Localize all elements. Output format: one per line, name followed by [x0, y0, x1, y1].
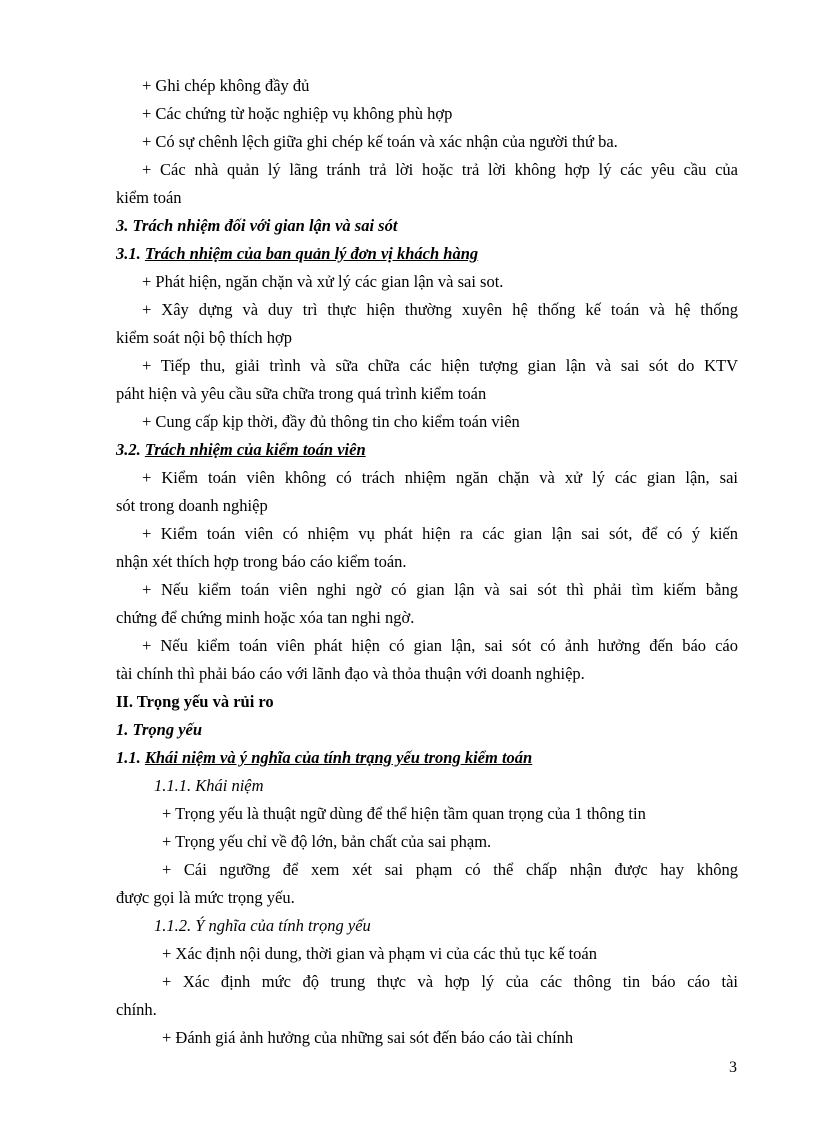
section-heading: 3. Trách nhiệm đối với gian lận và sai sót [116, 216, 398, 235]
chapter-heading: II. Trọng yếu và rủi ro [116, 692, 274, 711]
text-line: + Trọng yếu là thuật ngữ dùng để thể hiện tầm quan trọng của 1 thông tin [162, 804, 646, 823]
minor-heading: 1.1.1. Khái niệm [154, 776, 264, 795]
text-line: + Đánh giá ảnh hưởng của những sai sót đến báo cáo tài chính [162, 1028, 574, 1047]
subsection-heading [116, 744, 738, 772]
text-line: + Cung cấp kịp thời, đầy đủ thông tin cho kiểm toán viên [142, 412, 520, 431]
text-line: chứng để chứng minh hoặc xóa tan nghi ngờ. [116, 608, 415, 627]
text-line: được gọi là mức trọng yếu. [116, 888, 295, 907]
minor-heading: 1.1.2. Ý nghĩa của tính trọng yếu [154, 916, 371, 935]
text-line: + Các nhà quản lý lãng tránh trả lời hoặc trả lời không hợp lý các yêu cầu của [142, 160, 738, 179]
heading-title: Khái niệm và ý nghĩa của tính trạng yếu trong kiểm toán [144, 748, 533, 767]
text-line: nhận xét thích hợp trong báo cáo kiểm toán. [116, 552, 407, 571]
text-line: + Ghi chép không đầy đủ [142, 76, 310, 95]
section-heading: 1. Trọng yếu [116, 720, 203, 739]
text-line: páht hiện và yêu cầu sữa chữa trong quá trình kiểm toán [116, 384, 487, 403]
text-line: + Kiểm toán viên không có trách nhiệm ngăn chặn và xử lý các gian lận, sai [142, 468, 738, 487]
text-line: + Nếu kiểm toán viên phát hiện có gian lận, sai sót có ảnh hưởng đến báo cáo [142, 636, 738, 655]
heading-number: 3.1. [116, 244, 141, 263]
text-line: + Có sự chênh lệch giữa ghi chép kế toán và xác nhận của người thứ ba. [142, 132, 618, 151]
text-line: + Tiếp thu, giải trình và sữa chữa các hiện tượng gian lận và sai sót do KTV [142, 356, 738, 375]
text-line: + Kiểm toán viên có nhiệm vụ phát hiện ra các gian lận sai sót, để có ý kiến [142, 524, 738, 543]
text-line: kiểm soát nội bộ thích hợp [116, 328, 292, 347]
subsection-heading [116, 436, 738, 464]
text-line: + Cái ngưỡng để xem xét sai phạm có thể chấp nhận được hay không [162, 860, 738, 879]
text-line: chính. [116, 1000, 157, 1019]
page-number: 3 [729, 1059, 737, 1076]
text-line: + Phát hiện, ngăn chặn và xử lý các gian lận và sai sot. [142, 272, 504, 291]
text-line: + Xác định nội dung, thời gian và phạm vi của các thủ tục kế toán [162, 944, 597, 963]
heading-number: 1.1. [116, 748, 141, 767]
heading-number: 3.2. [116, 440, 141, 459]
heading-title: Trách nhiệm của kiểm toán viên [144, 440, 366, 459]
text-line: + Trọng yếu chỉ về độ lớn, bản chất của sai phạm. [162, 832, 492, 851]
heading-title: Trách nhiệm của ban quản lý đơn vị khách hàng [144, 244, 479, 263]
subsection-heading [116, 240, 738, 268]
text-line: tài chính thì phải báo cáo với lãnh đạo và thỏa thuận với doanh nghiệp. [116, 664, 585, 683]
text-line: + Các chứng từ hoặc nghiệp vụ không phù hợp [142, 104, 453, 123]
document-body [116, 72, 738, 1052]
text-line: + Xác định mức độ trung thực và hợp lý của các thông tin báo cáo tài [162, 972, 738, 991]
text-line: sót trong doanh nghiệp [116, 496, 268, 515]
text-line: + Nếu kiểm toán viên nghi ngờ có gian lận và sai sót thì phải tìm kiếm bằng [142, 580, 738, 599]
text-line: kiểm toán [116, 188, 182, 207]
text-line: + Xây dựng và duy trì thực hiện thường xuyên hệ thống kế toán và hệ thống [142, 300, 738, 319]
